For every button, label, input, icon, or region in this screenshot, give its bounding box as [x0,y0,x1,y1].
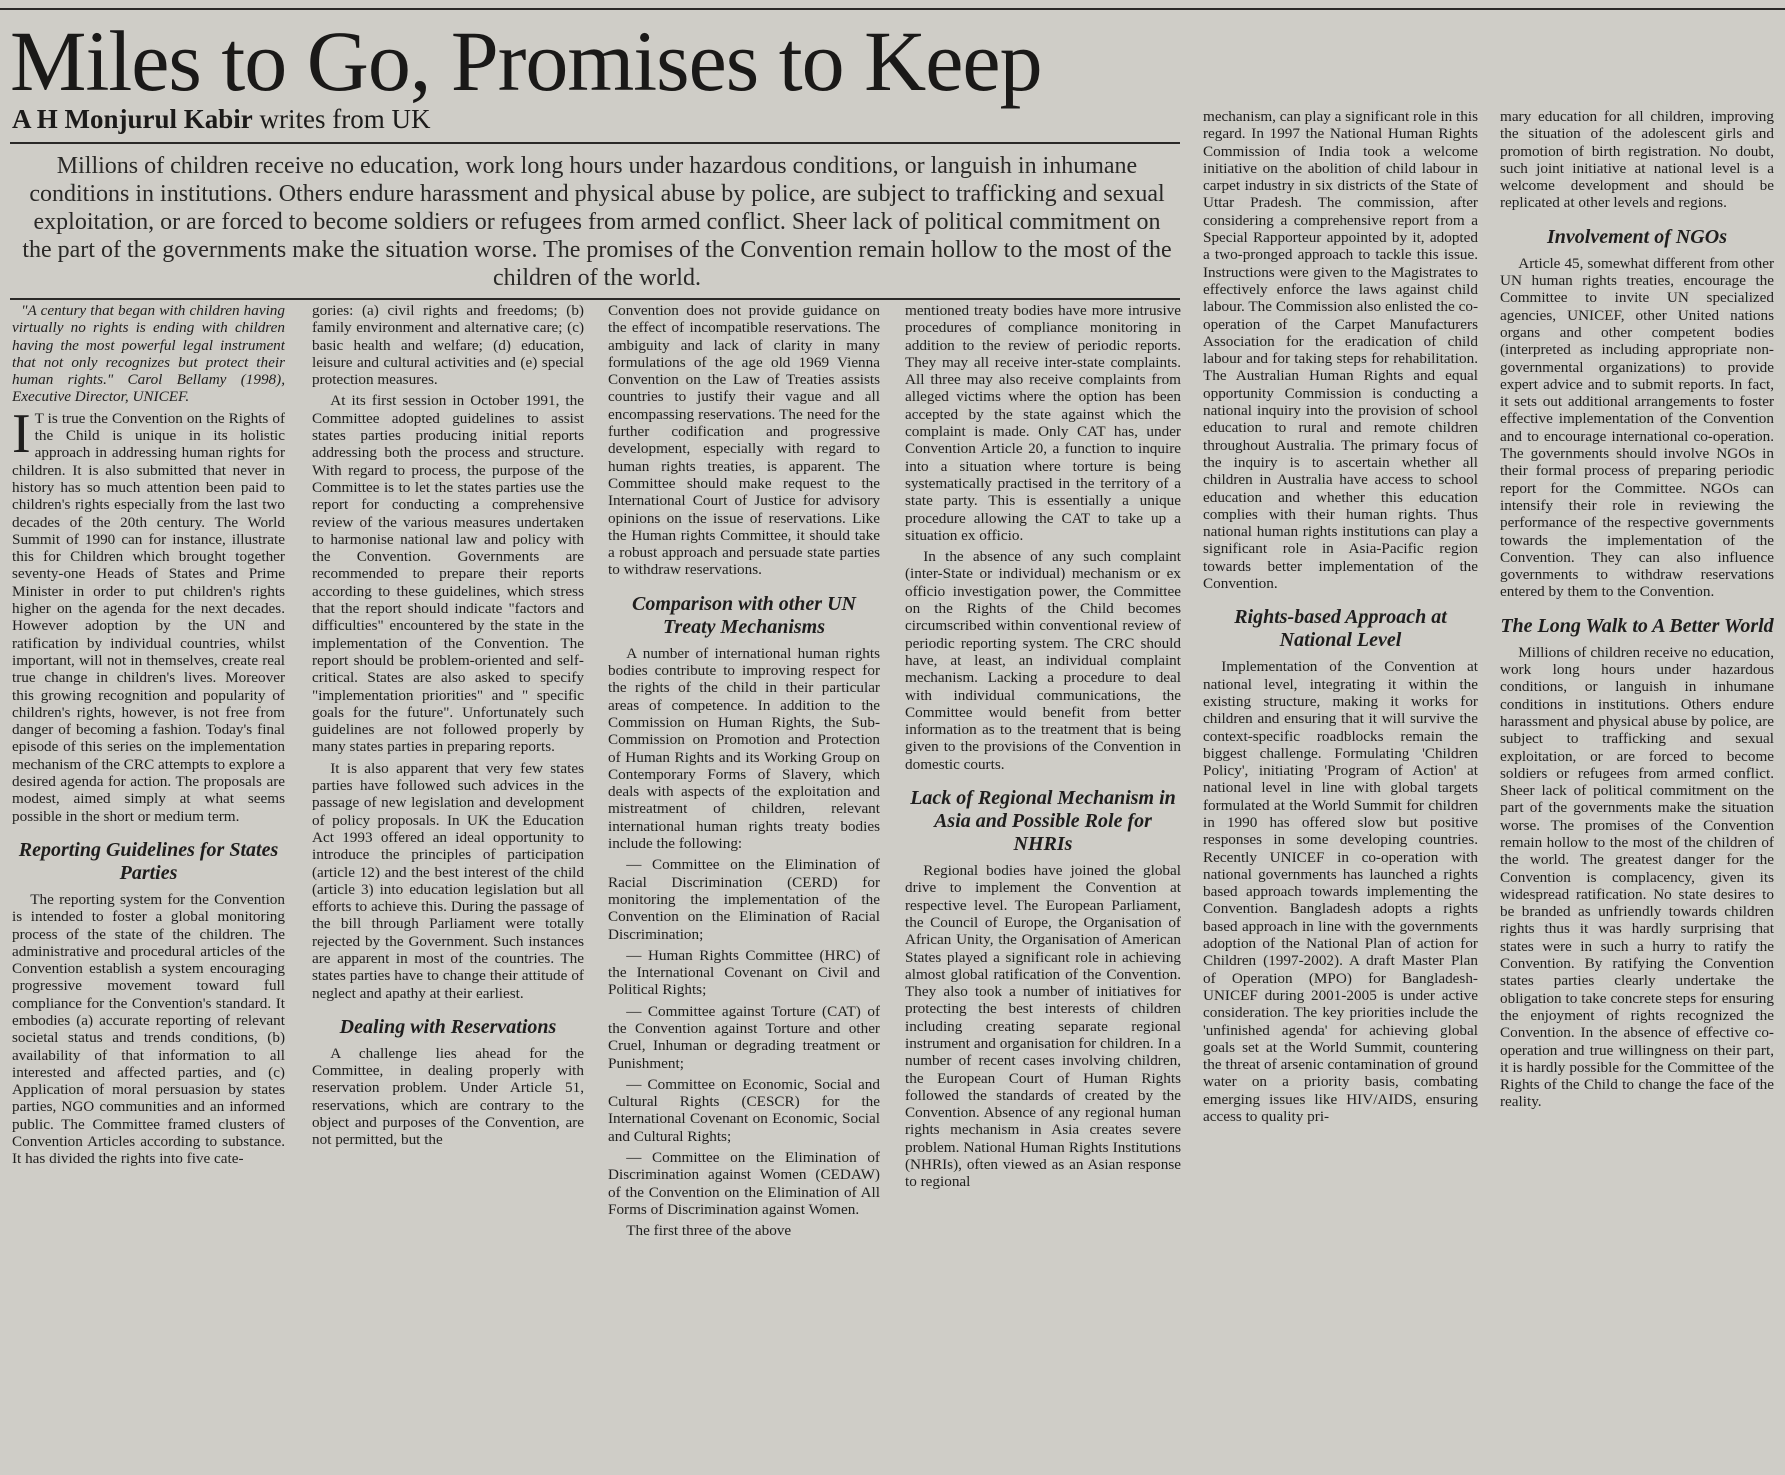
column-1 [12,302,285,1472]
subhead-involvement-of-ngos: Involvement of NGOs [1547,225,1727,248]
paragraph: It is also apparent that very few states parties have followed such advices in the passage of new legislation and development of policy proposals. In UK the Education Act 1993 offered an ideal opportunity to introduce the principles of participation (article 12) and the best interest of the child (article 3) into education legislation but all efforts to achieve this. During the passage of the bill through Parliament were totally rejected by the Government. Such instances are apparent in most of the countries. The states parties have to change their attitude of neglect and apathy at their earliest. [312,759,584,1002]
subhead-rights-based-approach: Rights-based Approach at National Level [1234,606,1447,652]
byline-suffix: writes from UK [252,104,431,134]
intro-text: T is true the Convention on the Rights of the Child is unique in its holistic approach in addressing human rights for children. It is also submitted that never in history has so much attention been paid to children's rights especially from the last two decades of the 20th century. The World Summit of 1990 can for instance, illustrate this for Children which brought together seventy-one Heads of States and Prime Minister in order to put children's rights higher on the agenda for the next decades. However adoption by the UN and ratification by individual countries, whilst important, will not in themselves, create real true change in children's lives. Moreover this growing recognition and popularity of children's rights, however, is not free from danger of becoming a fashion. Today's final episode of this series on the implementation mechanism of the CRC attempts to explore a desired agenda for action. The proposals are modest, aimed simply at what seems possible in the short or medium term. [12,409,285,825]
paragraph: The first three of the above [626,1222,792,1240]
column-5 [1203,108,1478,1472]
intro-paragraph [12,402,285,825]
byline [12,104,1192,135]
column-2 [312,302,584,1472]
paragraph: At its first session in October 1991, the Committee adopted guidelines to assist states parties producing initial reports addressing both the process and structure. With regard to process, the purpose of the Committee is to let the states parties use the report for conducting a comprehensive review of the various measures undertaken to harmonise national law and policy with the Convention. Governments are recommended to prepare their reports according to these guidelines, which stress that the report should indicate "factors and difficulties" encountered by the state in the implementation of the Convention. The report should be problem-oriented and self-critical. States are also asked to specify "implementation priorities" and " specific goals for the future". Unfortunately such guidelines are not followed properly by many states parties in preparing reports. [312,392,584,756]
paragraph: Regional bodies have joined the global drive to implement the Convention at respective level. The European Parliament, the Council of Europe, the Organisation of African Unity, the Organisation of American States played a significant role in achieving almost global ratification of the Convention. They also took a number of initiatives for protecting the best interests of children including creating separate regional instrument and organisation for children. In a number of recent cases involving children, the European Court of Human Rights followed the standards of created by the Convention. Absence of any regional human rights mechanism in Asia creates severe problem. National Human Rights Institutions (NHRIs), often viewed as an Asian response to regional [905,862,1181,1191]
paragraph: mary education for all children, improving the situation of the adolescent girls and promotion of birth registration. No doubt, such joint initiative at national level is a welcome development and should be replicated at other levels and regions. [1500,108,1774,212]
paragraph: Convention does not provide guidance on the effect of incompatible reservations. The ambiguity and lack of clarity in many formulations of the age old 1969 Vienna Convention on the Law of Treaties assists countries to justify their vague and all encompassing reservations. The need for the further codification and progressive development, especially with regard to human rights treaties, is apparent. The Committee should make request to the International Court of Justice for advisory opinions on the issue of reservations. Like the Human rights Committee, it should take a robust approach and persuade state parties to withdraw reservations. [608,302,880,579]
list-item: — Committee on Economic, Social and Cultural Rights (CESCR) for the International Covenant on Economic, Social and Cultural Rights; [608,1075,880,1145]
paragraph: mentioned treaty bodies have more intrusive procedures of compliance monitoring in addition to the review of periodic reports. They may all receive inter-state complaints. All three may also receive complaints from alleged victims where the option has been accepted by the state against which the complaint is made. Only CAT has, under Convention Article 20, a function to inquire into a situation where torture is being systematically practised in the territory of a state party. This is essentially a unique procedure allowing the CAT to take up a situation ex officio. [905,302,1181,544]
standfirst-top-rule [10,142,1180,144]
paragraph: A challenge lies ahead for the Committee, in dealing properly with reservation problem. Under Article 51, reservations, which are contrary to the object and purposes of the Convention, are not permitted, but the [312,1044,584,1149]
standfirst-bottom-rule [10,298,1180,300]
standfirst: Millions of children receive no education, work long hours under hazardous conditions, or languish in inhumane conditions in institutions. Others endure harassment and physical abuse by police, are subject to trafficking and sexual exploitation, or are forced to become soldiers or refugees from armed conflict. Sheer lack of political commitment on the part of the governments make the situation worse. The promises of the Convention remain hollow to the most of the children of the world. [22,153,1172,291]
paragraph: The reporting system for the Convention is intended to foster a global monitoring process of the state of the children. The administrative and procedural articles of the Convention establish a system encouraging progressive movement toward full compliance for the Convention's standard. It embodies (a) accurate reporting of relevant societal status and trends conditions, (b) availability of that information to all interested and affected parties, and (c) Application of moral persuasion by states parties, NGO communities and an informed public. The Committee framed clusters of Convention Articles according to substance. It has divided the rights into five cate- [12,890,285,1168]
subhead-reporting-guidelines: Reporting Guidelines for States Parties [18,838,279,884]
paragraph: Article 45, somewhat different from other UN human rights treaties, encourage the Committee to invite UN specialized agencies, UNICEF, other United nations organs and other competent bodies (interpreted as including appropriate non-governmental organizations) to provide expert advice and to submit reports. In fact, it sets out additional arrangements to foster effective implementation of the Convention and to encourage international co-operation. The governments should involve NGOs in their formal process of preparing periodic report for the Committee. NGOs can intensify their role in reviewing the performance of the respective governments towards the implementation of the Convention. They can also influence governments to withdraw reservations entered by them to the Convention. [1500,254,1774,601]
subhead-regional-mechanism: Lack of Regional Mechanism in Asia and Possible Role for NHRIs [910,787,1176,856]
top-rule [0,8,1785,10]
list-item: — Committee on the Elimination of Racial Discrimination (CERD) for monitoring the implementation of the Convention on the Elimination of Racial Discrimination; [608,856,880,943]
list-item: — Committee on the Elimination of Discrimination against Women (CEDAW) of the Convention on the Elimination of All Forms of Discrimination against Women. [608,1149,880,1218]
paragraph: Millions of children receive no education, work long hours under hazardous conditions, or languish in inhumane conditions in institutions. Others endure harassment and physical abuse by police, are subject to trafficking and sexual exploitation, or are forced to become soldiers or refugees from armed conflict. Sheer lack of political commitment on the part of the governments make the situation worse. The promises of the Convention remain hollow to the most of the children of the world. The greatest danger for the Convention is complacency, given its widespread ratification. No state desires to be branded as unfriendly towards children rights thus it was hardly surprising that states were in such a hurry to ratify the Convention. By ratifying the Convention states parties clearly undertake the obligation to take concrete steps for ensuring the enjoyment of rights recognized the Convention. In the absence of effective co-operation and true willingness on their part, it is hardly possible for the Committee of the Rights of the Child to change the face of the reality. [1500,643,1774,1111]
column-3 [608,302,880,1472]
paragraph: In the absence of any such complaint (inter-State or individual) mechanism or ex officio investigation power, the Committee on the Rights of the Child becomes circumscribed within conventional review of periodic reporting system. The CRC should have, at least, an individual complaint mechanism. Lacking a procedure to deal with individual communications, the Committee would benefit from better information as to the treatment that is being given to the provisions of the Convention in domestic courts. [905,548,1181,773]
subhead-comparison-un-treaty: Comparison with other UN Treaty Mechanisms [632,592,856,638]
paragraph: mechanism, can play a significant role in this regard. In 1997 the National Human Rights Commission of India took a welcome initiative on the abolition of child labour in carpet industry in six districts of the State of Uttar Pradesh. The commission, after considering a comprehensive report from a Special Rapporteur appointed by it, adopted a two-pronged approach to tackle this issue. Instructions were given to the Magistrates to effectively enforce the laws against child labour. The Commission also enlisted the co-operation of the Carpet Manufacturers Association for the eradication of child labour and for taking steps for rehabilitation. The Australian Human Rights and equal opportunity Commission is conducting a national inquiry into the provision of school education to rural and remote children throughout Australia. The primary focus of the inquiry is to ascertain whether all children in Australia have access to school education and whether this education complies with their human rights. Thus national human rights institutions can play a significant role in Asia-Pacific region towards better implementation of the Convention. [1203,108,1478,593]
paragraph: A number of international human rights bodies contribute to improving respect for the rights of the child in their particular areas of competence. In addition to the Commission on Human Rights, the Sub-Commission on Promotion and Protection of Human Rights and its Working Group on Contemporary Forms of Slavery, which deals with aspects of the exploitation and mistreatment of children, relevant international human rights treaty bodies include the following: [608,644,880,853]
paragraph: gories: (a) civil rights and freedoms; (b) family environment and alternative care; (c) basic health and welfare; (d) education, leisure and cultural activities and (e) special protection measures. [312,302,584,389]
paragraph: Implementation of the Convention at national level, integrating it within the existing structure, making it works for children and ensuring that it will survive the context-specific roadblocks remain the biggest challenge. Formulating 'Children Policy', initiating 'Program of Action' at national level in line with global targets formulated at the World Summit for children in 1990 has offered slow but positive responses in some developing countries. Recently UNICEF in co-operation with national governments has launched a rights based approach towards implementing the Convention. Bangladesh adopts a rights based approach in line with the governments adoption of the National Plan of action for Children (1997-2002). A draft Master Plan of Operation (MPO) for Bangladesh-UNICEF during 2001-2005 is under active consideration. The key priorities include the 'unfinished agenda' for achieving global goals set at the World Summit, countering the threat of arsenic contamination of ground water on a priority basis, combating emerging issues like HIV/AIDS, ensuring access to quality pri- [1203,658,1478,1126]
list-item: — Committee against Torture (CAT) of the Convention against Torture and other Cruel, Inhuman or degrading treatment or Punishment; [608,1002,880,1072]
subhead-long-walk: The Long Walk to A Better World [1500,614,1774,637]
byline-author: A H Monjurul Kabir [12,104,253,134]
drop-cap: I [12,402,31,465]
column-4 [905,302,1181,1472]
headline: Miles to Go, Promises to Keep [10,13,1042,109]
subhead-dealing-with-reservations: Dealing with Reservations [339,1015,557,1038]
epigraph-quote: "A century that began with children having virtually no rights is ending with children having the most powerful legal instrument that not only recognizes but protect their human rights." Carol Bellamy (1998), Executive Director, UNICEF. [12,302,285,406]
column-6 [1500,108,1774,1472]
list-item: — Human Rights Committee (HRC) of the International Covenant on Civil and Political Rights; [608,946,880,999]
